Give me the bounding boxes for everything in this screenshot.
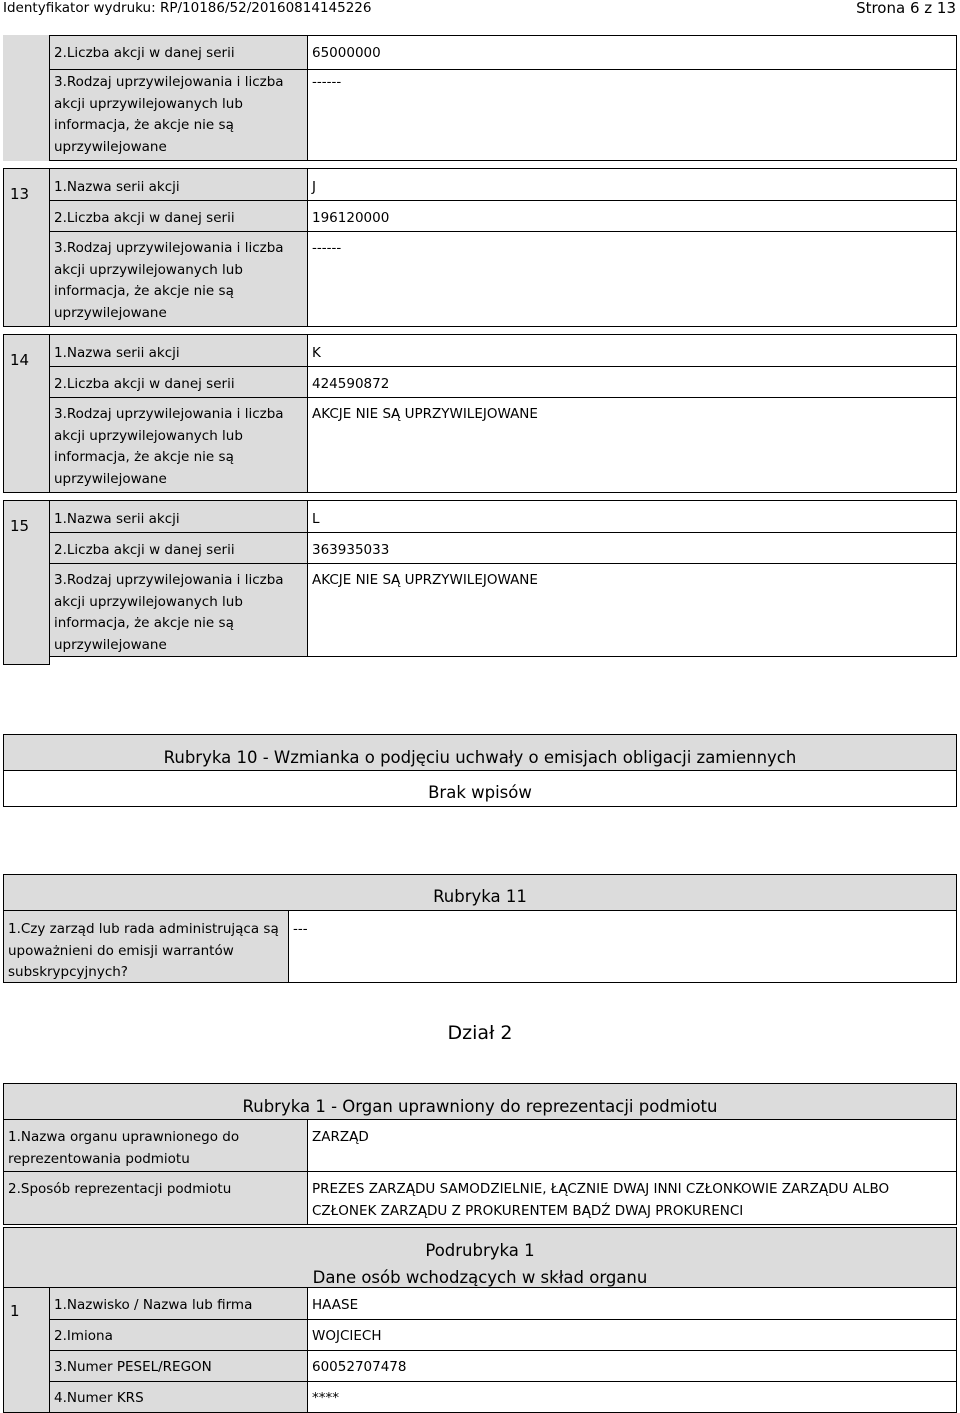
series-count-value: 424590872 [307,366,957,398]
person-names-value: WOJCIECH [307,1319,957,1351]
organ-label: 1.Nazwa organu uprawnionego do reprezentowania podmiotu [3,1119,308,1172]
rubryka11-title: Rubryka 11 [3,874,957,911]
series-count-label: 2.Liczba akcji w danej serii [49,366,308,398]
person-pesel-label: 3.Numer PESEL/REGON [49,1350,308,1382]
podrubryka-header [3,1227,957,1288]
rubryka10-empty: Brak wpisów [3,770,957,807]
podrubryka-subtitle: Dane osób wchodzących w skład organu [312,1268,648,1287]
series-name-value: K [307,334,957,367]
rubryka11-question-label: 1.Czy zarząd lub rada administrująca są upoważnieni do emisji warrantów subskrypcyjnych? [3,910,289,983]
sposob-value: PREZES ZARZĄDU SAMODZIELNIE, ŁĄCZNIE DWAJ INNI CZŁONKOWIE ZARZĄDU ALBO CZŁONEK ZARZĄDU Z PROKURENTEM BĄDŹ DWAJ PROKURENCI [307,1171,957,1225]
organ-value: ZARZĄD [307,1119,957,1172]
series-priv-value: AKCJE NIE SĄ UPRZYWILEJOWANE [307,563,957,657]
series-count-value: 363935033 [307,532,957,564]
series-top-priv-label: 3.Rodzaj uprzywilejowania i liczba akcji uprzywilejowanych lub informacja, że akcje nie są uprzywilejowane [49,69,308,161]
series-priv-label: 3.Rodzaj uprzywilejowania i liczba akcji uprzywilejowanych lub informacja, że akcje nie są uprzywilejowane [49,563,308,657]
series-count-label: 2.Liczba akcji w danej serii [49,532,308,564]
print-id: Identyfikator wydruku: RP/10186/52/20160814145226 [3,0,372,16]
rubryka1-title: Rubryka 1 - Organ uprawniony do reprezentacji podmiotu [3,1083,957,1120]
series-name-label: 1.Nazwa serii akcji [49,500,308,533]
series-name-label: 1.Nazwa serii akcji [49,168,308,201]
series-number: 15 [3,500,50,665]
series-priv-value: AKCJE NIE SĄ UPRZYWILEJOWANE [307,397,957,493]
rubryka11-question-value: --- [288,910,957,983]
rubryka10-title: Rubryka 10 - Wzmianka o podjęciu uchwały o emisjach obligacji zamiennych [3,734,957,771]
page-number: Strona 6 z 13 [856,0,956,17]
series-top-count-value: 65000000 [307,35,957,70]
series-number: 14 [3,334,50,493]
person-number: 1 [3,1287,50,1413]
person-names-label: 2.Imiona [49,1319,308,1351]
series-number: 13 [3,168,50,327]
series-top-number-column [3,35,49,161]
series-priv-label: 3.Rodzaj uprzywilejowania i liczba akcji uprzywilejowanych lub informacja, że akcje nie są uprzywilejowane [49,397,308,493]
series-name-label: 1.Nazwa serii akcji [49,334,308,367]
series-count-value: 196120000 [307,200,957,232]
person-pesel-value: 60052707478 [307,1350,957,1382]
series-top-priv-value: ------ [307,69,957,161]
series-name-value: L [307,500,957,533]
series-top-count-label: 2.Liczba akcji w danej serii [49,35,308,70]
series-name-value: J [307,168,957,201]
person-surname-value: HAASE [307,1287,957,1320]
series-priv-label: 3.Rodzaj uprzywilejowania i liczba akcji uprzywilejowanych lub informacja, że akcje nie są uprzywilejowane [49,231,308,327]
person-krs-label: 4.Numer KRS [49,1381,308,1413]
person-krs-value: **** [307,1381,957,1413]
series-count-label: 2.Liczba akcji w danej serii [49,200,308,232]
sposob-label: 2.Sposób reprezentacji podmiotu [3,1171,308,1225]
podrubryka-title: Podrubryka 1 [425,1241,535,1260]
section-title: Dział 2 [447,1022,513,1044]
person-surname-label: 1.Nazwisko / Nazwa lub firma [49,1287,308,1320]
series-priv-value: ------ [307,231,957,327]
